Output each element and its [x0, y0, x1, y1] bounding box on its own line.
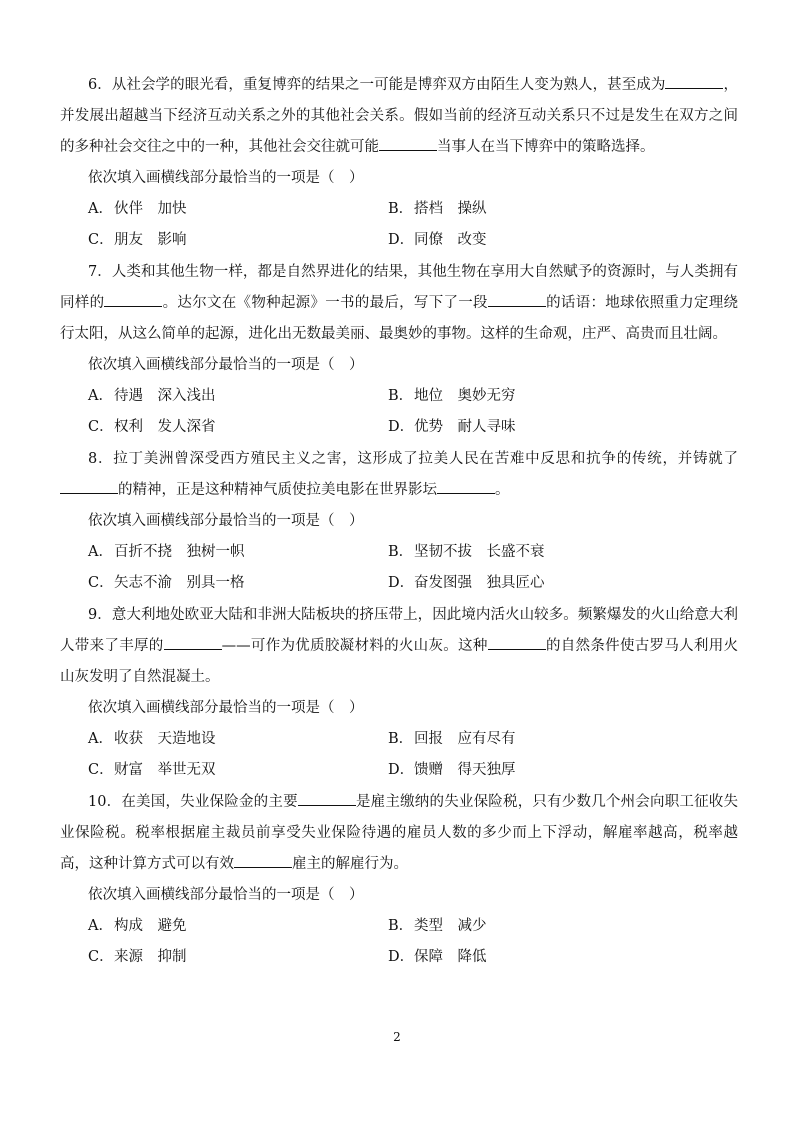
question-stem: 8．拉丁美洲曾深受西方殖民主义之害，这形成了拉美人民在苦难中反思和抗争的传统，并铸就了的精神，正是这种精神气质使拉美电影在世界影坛 。 [60, 444, 738, 506]
option-c[interactable]: C．财富 举世无双 [88, 762, 216, 778]
question-10 [60, 787, 738, 973]
option-b[interactable]: B．地位 奥妙无穷 [388, 388, 516, 404]
question-stem: 6．从社会学的眼光看，重复博弈的结果之一可能是博弈双方由陌生人变为熟人，甚至成为 ，并发展出超越当下经济互动关系之外的其他社会关系。假如当前的经济互动关系只不过是发生在双方之间的多种社会交往之中的一种，其他社会交往就可能 当事人在当下博弈中的策略选择。 [60, 70, 738, 163]
fill-blank [60, 477, 118, 494]
option-d[interactable]: D．同僚 改变 [388, 232, 487, 248]
question-stem: 9．意大利地处欧亚大陆和非洲大陆板块的挤压带上，因此境内活火山较多。频繁爆发的火山给意大利人带来了丰厚的 ——可作为优质胶凝材料的火山灰。这种 的自然条件使古罗马人利用火山灰发明了自然混凝土。 [60, 607, 739, 685]
fill-blank [488, 290, 546, 307]
fill-blank [164, 633, 222, 650]
option-a[interactable]: A．伙伴 加快 [88, 201, 187, 217]
question-stem: 10．在美国，失业保险金的主要 是雇主缴纳的失业保险税，只有少数几个州会向职工征收失业保险税。税率根据雇主裁员前享受失业保险待遇的雇员人数的多少而上下浮动，解雇率越高，税率越高，这种计算方式可以有效 雇主的解雇行为。 [60, 787, 738, 880]
fill-blank [234, 851, 292, 868]
options-grid [60, 381, 738, 443]
question-stem: 7．人类和其他生物一样，都是自然界进化的结果，其他生物在享用大自然赋予的资源时，与人类拥有同样的 。达尔文在《物种起源》一书的最后，写下了一段 的话语：地球依照重力定理绕行太阳，从这么简单的起源，进化出无数最美丽、最奥妙的事物。这样的生命观，庄严、高贵而且壮阔。 [60, 264, 739, 342]
options-grid [60, 724, 738, 786]
question-7 [60, 257, 738, 443]
option-a[interactable]: A．百折不挠 独树一帜 [88, 544, 245, 560]
options-grid [60, 194, 738, 256]
fill-blank [665, 72, 723, 89]
options-grid [60, 911, 738, 973]
fill-blank [379, 134, 437, 151]
option-a[interactable]: A．构成 避免 [88, 918, 187, 934]
fill-blank [298, 789, 356, 806]
fill-blank [437, 477, 495, 494]
question-prompt: 依次填入画横线部分最恰当的一项是（ ） [88, 357, 364, 373]
option-c[interactable]: C．朋友 影响 [88, 232, 187, 248]
option-d[interactable]: D．保障 降低 [388, 949, 487, 965]
question-prompt: 依次填入画横线部分最恰当的一项是（ ） [88, 170, 364, 186]
question-9 [60, 600, 738, 786]
question-prompt: 依次填入画横线部分最恰当的一项是（ ） [88, 887, 364, 903]
option-d[interactable]: D．优势 耐人寻味 [388, 419, 516, 435]
fill-blank [488, 633, 546, 650]
option-a[interactable]: A．收获 天造地设 [88, 731, 216, 747]
options-grid [60, 537, 738, 599]
option-b[interactable]: B．搭档 操纵 [388, 201, 487, 217]
option-c[interactable]: C．矢志不渝 别具一格 [88, 575, 245, 591]
question-prompt: 依次填入画横线部分最恰当的一项是（ ） [88, 513, 364, 529]
fill-blank [104, 290, 162, 307]
option-b[interactable]: B．坚韧不拔 长盛不衰 [388, 544, 545, 560]
option-d[interactable]: D．奋发图强 独具匠心 [388, 575, 545, 591]
question-6 [60, 70, 738, 256]
question-8 [60, 444, 738, 599]
question-prompt: 依次填入画横线部分最恰当的一项是（ ） [88, 700, 364, 716]
option-d[interactable]: D．馈赠 得天独厚 [388, 762, 516, 778]
page-number: 2 [393, 1030, 401, 1044]
option-c[interactable]: C．来源 抑制 [88, 949, 187, 965]
option-c[interactable]: C．权利 发人深省 [88, 419, 216, 435]
option-b[interactable]: B．回报 应有尽有 [388, 731, 516, 747]
option-a[interactable]: A．待遇 深入浅出 [88, 388, 216, 404]
option-b[interactable]: B．类型 减少 [388, 918, 487, 934]
